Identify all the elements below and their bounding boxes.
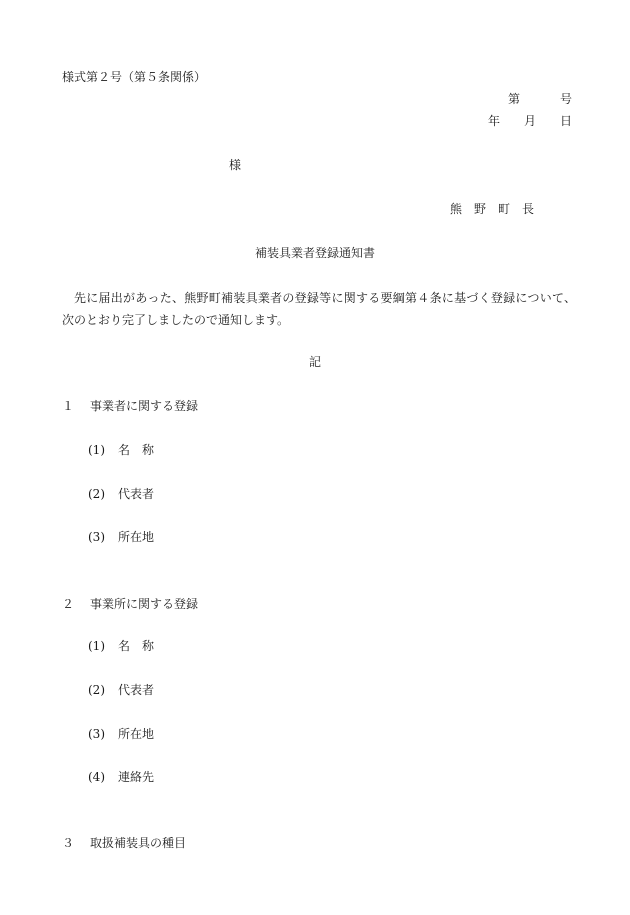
item-number: (2): [88, 487, 105, 501]
sender-name: 熊 野 町 長: [449, 202, 534, 216]
date-month: 月: [523, 114, 536, 128]
section-title: 事業所に関する登録: [90, 597, 199, 611]
section-item: [88, 638, 154, 654]
item-label: 代表者: [118, 683, 155, 697]
section-number: ２: [62, 597, 75, 611]
item-number: (2): [88, 683, 105, 697]
item-number: (1): [88, 639, 105, 653]
item-label: 所在地: [118, 530, 155, 544]
document-title: 補装具業者登録通知書: [254, 246, 375, 260]
document-number-line: [508, 91, 572, 107]
section-heading: [62, 835, 186, 851]
item-number: (1): [88, 443, 105, 457]
section-heading: [62, 398, 198, 414]
section-item: [88, 486, 154, 502]
date-line: [488, 113, 572, 129]
number-prefix: 第: [507, 92, 520, 106]
section-heading: [62, 596, 198, 612]
ki-marker: 記: [308, 355, 321, 369]
form-label: 様式第２号（第５条関係）: [62, 70, 207, 84]
item-label: 代表者: [118, 487, 155, 501]
body-paragraph: 先に届出があった、熊野町補装具業者の登録等に関する要綱第４条に基づく登録について、次のとおり完了しましたので通知します。: [62, 291, 576, 327]
item-label: 名 称: [118, 443, 155, 457]
item-label: 連絡先: [118, 770, 155, 784]
item-number: (3): [88, 727, 105, 741]
item-label: 名 称: [118, 639, 155, 653]
date-year: 年: [487, 114, 500, 128]
number-suffix: 号: [559, 92, 572, 106]
item-number: (4): [88, 770, 105, 784]
section-item: [88, 726, 154, 742]
section-item: [88, 529, 154, 545]
addressee-honorific: 様: [229, 158, 242, 172]
item-label: 所在地: [118, 727, 155, 741]
section-item: [88, 682, 154, 698]
section-item: [88, 442, 154, 458]
section-number: １: [62, 399, 75, 413]
section-item: [88, 769, 154, 785]
section-title: 事業者に関する登録: [90, 399, 199, 413]
item-number: (3): [88, 530, 105, 544]
section-number: ３: [62, 836, 75, 850]
section-title: 取扱補装具の種目: [90, 836, 187, 850]
date-day: 日: [559, 114, 572, 128]
